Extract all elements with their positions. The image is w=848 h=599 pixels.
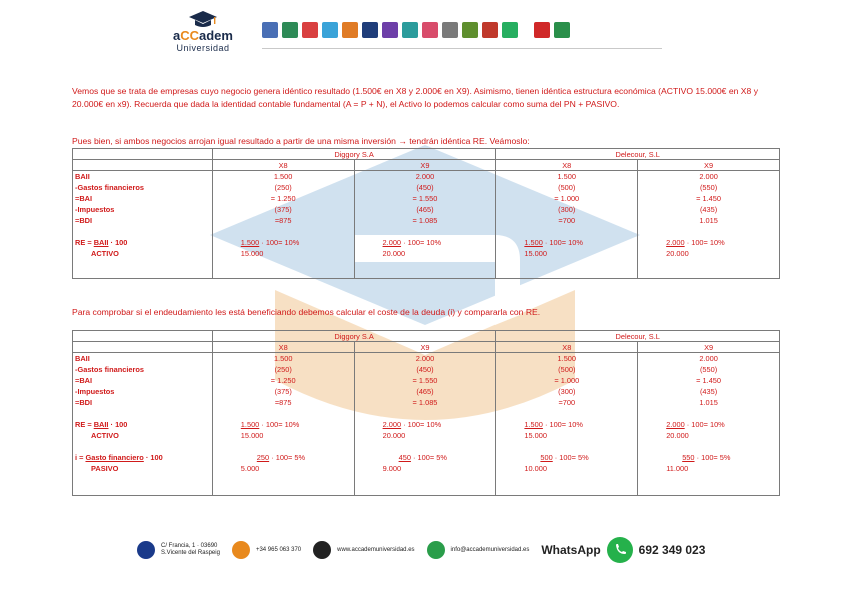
header-divider (262, 48, 662, 49)
value-cell: (550) (699, 365, 718, 374)
value-cell: (250) (274, 365, 292, 374)
activo-value: 15.000 (524, 249, 547, 258)
value-cell: =875 (274, 398, 292, 407)
value-cell: = 1.085 (412, 216, 438, 225)
value-cell: = 1.250 (270, 194, 296, 203)
debt-cost-table (72, 330, 780, 496)
pasivo-value: 11.000 (666, 464, 689, 473)
graduation-cap-icon (188, 10, 218, 28)
year-header: X8 (496, 160, 638, 171)
col-x8-delecour (496, 171, 638, 279)
value-cell: 2.000 (699, 354, 718, 363)
faculty-icon-7 (382, 22, 398, 38)
re-value: 1.500 · 100= 10% (524, 238, 583, 247)
company1-header: Diggory S.A (212, 331, 496, 342)
value-cell: (450) (416, 365, 434, 374)
pasivo-value: 9.000 (382, 464, 402, 473)
value-cell: 1.015 (699, 398, 718, 407)
label-baii: BAII (75, 172, 90, 181)
label-activo: ACTIVO (91, 249, 119, 258)
web-icon (313, 541, 331, 559)
activo-value: 20.000 (382, 431, 406, 440)
i-value: 500 · 100= 5% (540, 453, 589, 462)
table-row (73, 171, 780, 279)
col-x9-delecour (638, 171, 780, 279)
faculty-icon-10 (442, 22, 458, 38)
whatsapp-label: WhatsApp (541, 543, 601, 557)
faculty-icon-8 (402, 22, 418, 38)
i-value: 450 · 100= 5% (398, 453, 447, 462)
year-header: X8 (496, 342, 638, 353)
col-x8-diggory (212, 171, 354, 279)
faculty-icon-5 (342, 22, 358, 38)
value-cell: (435) (699, 205, 718, 214)
email-icon (427, 541, 445, 559)
re-value: 2.000 · 100= 10% (666, 238, 725, 247)
accadem-logo (168, 10, 238, 53)
table-row (73, 160, 780, 171)
telephone[interactable]: +34 965 063 370 (255, 546, 302, 553)
year-header: X9 (638, 160, 780, 171)
i-value: 550 · 100= 5% (682, 453, 731, 462)
value-cell: (435) (699, 387, 718, 396)
value-cell: =700 (558, 216, 576, 225)
value-cell: (500) (558, 183, 576, 192)
value-cell: =700 (558, 398, 576, 407)
value-cell: (550) (699, 183, 718, 192)
label-activo: ACTIVO (91, 431, 119, 440)
company2-header: Delecour, S.L (496, 149, 780, 160)
faculty-icons-strip (262, 22, 570, 40)
label-re: RE = BAII · 100 (75, 420, 128, 429)
value-cell: 2.000 (699, 172, 718, 181)
value-cell: 1.500 (273, 354, 293, 363)
value-cell: = 1.450 (696, 194, 721, 203)
location-icon (137, 541, 155, 559)
table-row (73, 149, 780, 160)
label-baii: BAII (75, 354, 90, 363)
label-bai: =BAI (75, 194, 93, 203)
year-header: X8 (212, 160, 354, 171)
label-bai: =BAI (75, 376, 93, 385)
label-impuestos: -Impuestos (75, 387, 115, 396)
faculty-icon-6 (362, 22, 378, 38)
brand-subtitle: Universidad (176, 43, 230, 53)
pasivo-value: 5.000 (240, 464, 260, 473)
value-cell: (500) (558, 365, 576, 374)
value-cell: = 1.000 (554, 376, 580, 385)
faculty-icon-3 (302, 22, 318, 38)
value-cell: (300) (558, 387, 576, 396)
value-cell: = 1.085 (412, 398, 438, 407)
row-labels (73, 353, 213, 496)
value-cell: 2.000 (415, 354, 435, 363)
whatsapp-icon[interactable] (607, 537, 633, 563)
year-header: X8 (212, 342, 354, 353)
col-x9-diggory (354, 353, 496, 496)
col-x8-diggory (212, 353, 354, 496)
contact-footer (137, 536, 705, 564)
pasivo-value: 10.000 (524, 464, 547, 473)
value-cell: (375) (274, 387, 292, 396)
table-row (73, 342, 780, 353)
value-cell: = 1.450 (696, 376, 722, 385)
re-value: 1.500 · 100= 10% (240, 420, 300, 429)
table-row (73, 353, 780, 496)
value-cell: = 1.250 (270, 376, 296, 385)
faculty-icon-12 (482, 22, 498, 38)
re-value: 1.500 · 100= 10% (240, 238, 300, 247)
faculty-icon-4 (322, 22, 338, 38)
value-cell: (465) (416, 205, 434, 214)
faculty-icon-11 (462, 22, 478, 38)
value-cell: = 1.000 (554, 194, 580, 203)
label-re: RE = BAII · 100 (75, 238, 128, 247)
value-cell: 2.000 (415, 172, 435, 181)
i-value: 250 · 100= 5% (256, 453, 306, 462)
value-cell: 1.500 (557, 354, 577, 363)
re-value: 2.000 · 100= 10% (382, 420, 442, 429)
whatsapp-phone[interactable]: 692 349 023 (638, 543, 706, 557)
label-gastos: -Gastos financieros (75, 365, 144, 374)
activo-value: 15.000 (240, 431, 264, 440)
faculty-icon-13 (502, 22, 518, 38)
label-impuestos: -Impuestos (75, 205, 115, 214)
company2-header: Delecour, S.L (496, 331, 780, 342)
label-gastos: -Gastos financieros (75, 183, 144, 192)
phone-icon (232, 541, 250, 559)
label-bdi: =BDI (75, 398, 93, 407)
re-table (72, 148, 780, 279)
label-pasivo: PASIVO (91, 464, 119, 473)
address: C/ Francia, 1 · 03690 S.Vicente del Raspeig (161, 543, 220, 556)
value-cell: =875 (274, 216, 292, 225)
email-link[interactable]: info@accademuniversidad.es (450, 546, 530, 553)
value-cell: = 1.550 (412, 194, 438, 203)
value-cell: 1.015 (699, 216, 718, 225)
activo-value: 15.000 (240, 249, 264, 258)
label-bdi: =BDI (75, 216, 93, 225)
col-x9-delecour (638, 353, 780, 496)
value-cell: (465) (416, 387, 434, 396)
company1-header: Diggory S.A (212, 149, 496, 160)
year-header: X9 (354, 160, 496, 171)
activo-value: 20.000 (666, 249, 689, 258)
row-labels (73, 171, 213, 279)
value-cell: (300) (558, 205, 576, 214)
col-x8-delecour (496, 353, 638, 496)
activo-value: 20.000 (382, 249, 406, 258)
value-cell: 1.500 (557, 172, 576, 181)
col-x9-diggory (354, 171, 496, 279)
year-header: X9 (638, 342, 780, 353)
re-value: 1.500 · 100= 10% (524, 420, 583, 429)
debt-cost-paragraph: Para comprobar si el endeudamiento les está beneficiando debemos calcular el coste de la deuda (i) y compararla con RE. (72, 307, 541, 317)
table-row (73, 331, 780, 342)
faculty-icon-1 (262, 22, 278, 38)
activo-value: 20.000 (666, 431, 689, 440)
year-header: X9 (354, 342, 496, 353)
value-cell: = 1.550 (412, 376, 438, 385)
website-link[interactable]: www.accademuniversidad.es (337, 546, 415, 553)
hospital-icon (554, 22, 570, 38)
intro-paragraph: Vemos que se trata de empresas cuyo negocio genera idéntico resultado (1.500€ en X8 y 2.000€ en X9). Asimismo, tienen idéntica estructura económica (ACTIVO 15.000€ en X8 y 20.000€ en x9). Recuerda que dada la identidad contable fundamental (A = P + N), el Activo lo podemos calcular como suma del PN + PASIVO. (72, 86, 758, 109)
re-intro-paragraph: Pues bien, si ambos negocios arrojan igual resultado a partir de una misma inversión → tendrán idéntica RE. Veámoslo: (72, 136, 530, 146)
value-cell: 1.500 (273, 172, 293, 181)
value-cell: (375) (274, 205, 292, 214)
re-value: 2.000 · 100= 10% (666, 420, 725, 429)
value-cell: (450) (416, 183, 434, 192)
faculty-icon-2 (282, 22, 298, 38)
value-cell: (250) (274, 183, 292, 192)
label-i: i = Gasto financiero · 100 (75, 453, 163, 462)
activo-value: 15.000 (524, 431, 547, 440)
re-value: 2.000 · 100= 10% (382, 238, 442, 247)
brand-name: aCCadem (173, 28, 233, 43)
faculty-icon-9 (422, 22, 438, 38)
museum-icon (534, 22, 550, 38)
